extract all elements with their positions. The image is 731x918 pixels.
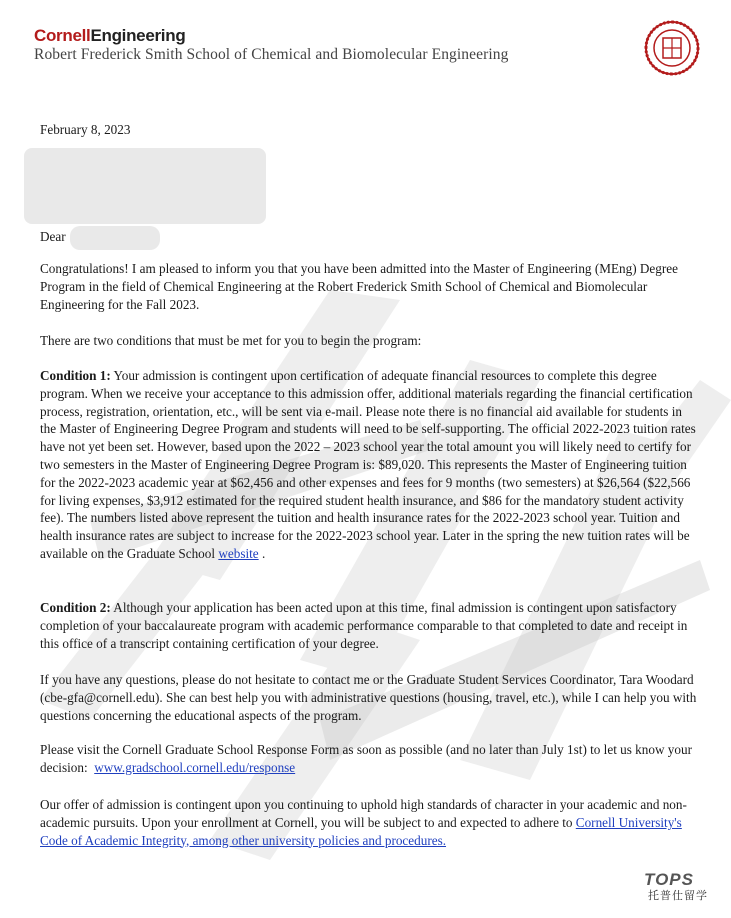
condition-1-label: Condition 1: [40, 368, 111, 383]
school-name: Robert Frederick Smith School of Chemical and Biomolecular Engineering [34, 46, 509, 63]
paragraph-questions: If you have any questions, please do not hesitate to contact me or the Graduate Student Services Coordinator, Tara Woodard (cbe-gfa@cornell.edu). She can best help you with administrative questions (housing, travel, etc.), while I can help you with questions concerning the educational aspects of the program. [40, 672, 697, 723]
response-text: Please visit the Cornell Graduate School Response Form as soon as possible (and no later than July 1st) to let us know your decision: [40, 742, 692, 775]
condition-1-text: Your admission is contingent upon certification of adequate financial resources to complete this degree program. When we receive your acceptance to this admission offer, additional materials regarding the financial certification process, registration, orientation, etc., will be sent via e-mail. Please note there is no financial aid available for students in the Master of Engineering Degree Program and students will need to be self-supporting. The official 2022-2023 tuition rates have not yet been set. However, based upon the 2022 – 2023 school year the total amount you will likely need to certify for two semesters in the Master of Engineering Degree Program is: $89,020. This represents the Master of Engineering tuition for the 2022-2023 academic year at $62,456 and other expenses and fees for 9 months (two semesters) at $26,564 ($22,566 for living expenses, $3,912 estimated for the required student health insurance, and $86 for the mandatory student activity fee). The numbers listed above represent the tuition and health insurance rates for the 2022-2023 school year. Tuition and health insurance rates are subject to increase for the 2022-2023 school year. Later in the spring the new tuition rates will be available on the Graduate School [40, 368, 696, 561]
offer-text: Our offer of admission is contingent upon you continuing to uphold high standards of character in your academic and non-academic pursuits. Upon your enrollment at Cornell, you will be subject to and expected to adhere to [40, 797, 687, 830]
condition-1-end: . [261, 545, 266, 561]
paragraph-condition-2 [40, 599, 700, 652]
redacted-address [24, 148, 266, 224]
tops-chinese-name: 托普仕留学 [648, 890, 708, 902]
letterhead [34, 26, 508, 64]
salutation: Dear [40, 229, 66, 244]
response-form-link[interactable]: www.gradschool.cornell.edu/response [94, 759, 296, 775]
academic-integrity-link[interactable]: Cornell University's Code of Academic Integrity, among other university policies and procedures. [40, 814, 682, 848]
letter-date: February 8, 2023 [40, 122, 131, 137]
condition-2-label: Condition 2: [40, 600, 111, 615]
paragraph-conditions: There are two conditions that must be met for you to begin the program: [40, 333, 422, 348]
paragraph-intro: Congratulations! I am pleased to inform you that you have been admitted into the Master of Engineering (MEng) Degree Program in the field of Chemical Engineering at the Robert Frederick Smith School of Chemical and Biomolecular Engineering for the Fall 2023. [40, 261, 678, 312]
tops-logo-text: TOPS [644, 870, 694, 889]
paragraph-condition-1 [40, 367, 700, 563]
paragraph-offer [40, 796, 700, 849]
tops-brand-watermark [644, 870, 728, 910]
cornell-engineering-logo: CornellEngineering [34, 26, 186, 45]
graduate-school-website-link[interactable]: website [218, 545, 259, 561]
cornell-seal-icon [644, 20, 700, 76]
redacted-name [70, 226, 160, 250]
paragraph-response [40, 741, 700, 777]
condition-2-text: Although your application has been acted upon at this time, final admission is contingent upon satisfactory completion of your baccalaureate program with academic performance comparable to that completed to date and receipt in this office of a transcript containing certification of your degree. [40, 600, 688, 651]
